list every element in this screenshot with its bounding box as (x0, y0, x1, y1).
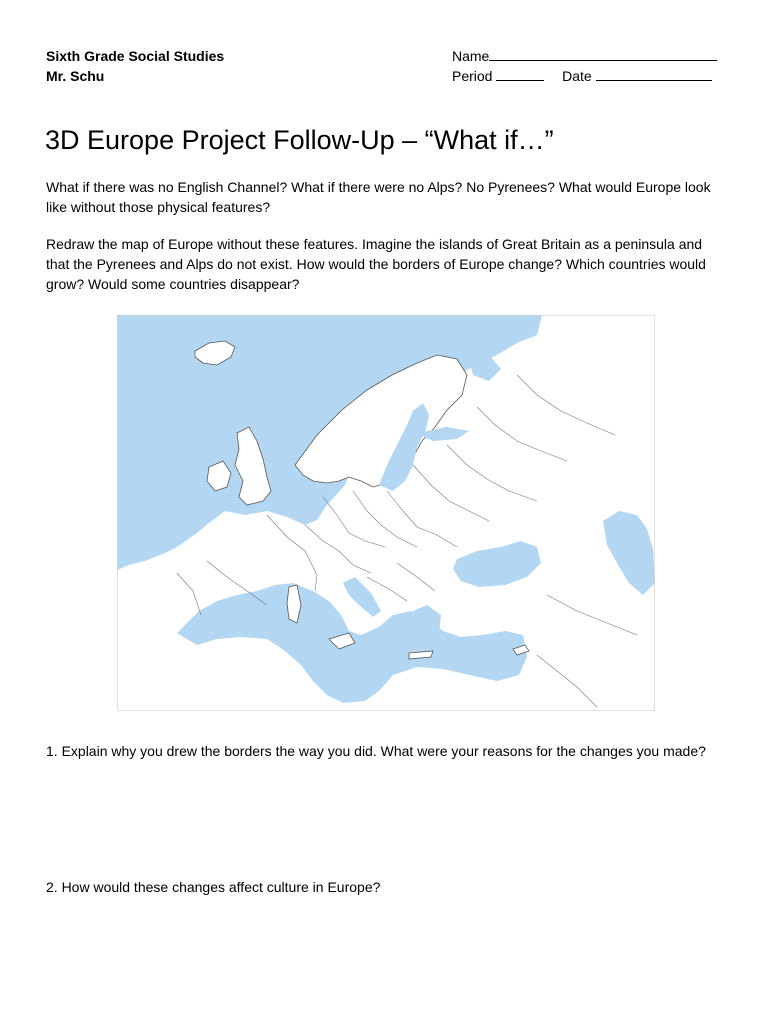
period-date-field[interactable] (452, 66, 712, 86)
period-label: Period (452, 68, 493, 84)
teacher-name: Mr. Schu (46, 68, 105, 84)
period-blank[interactable] (496, 66, 544, 81)
page-title: 3D Europe Project Follow-Up – “What if…” (45, 125, 554, 155)
europe-map (117, 315, 655, 711)
question-2: 2. How would these changes affect culture in Europe? (46, 879, 381, 895)
instructions-paragraph: Redraw the map of Europe without these features. Imagine the islands of Great Britain as a peninsula and that the Pyrenees and Alps do not exist. How would the borders of Europe change? Which countries would grow? Would some countries disappear? (46, 236, 706, 292)
name-field[interactable] (452, 46, 717, 66)
name-blank[interactable] (489, 46, 717, 61)
date-blank[interactable] (596, 66, 712, 81)
intro-paragraph: What if there was no English Channel? What if there were no Alps? No Pyrenees? What would Europe look like without those physical features? (46, 179, 711, 215)
course-title: Sixth Grade Social Studies (46, 48, 225, 64)
question-1: 1. Explain why you drew the borders the way you did. What were your reasons for the changes you made? (46, 743, 706, 759)
name-label: Name (452, 48, 490, 64)
date-label: Date (562, 68, 592, 84)
